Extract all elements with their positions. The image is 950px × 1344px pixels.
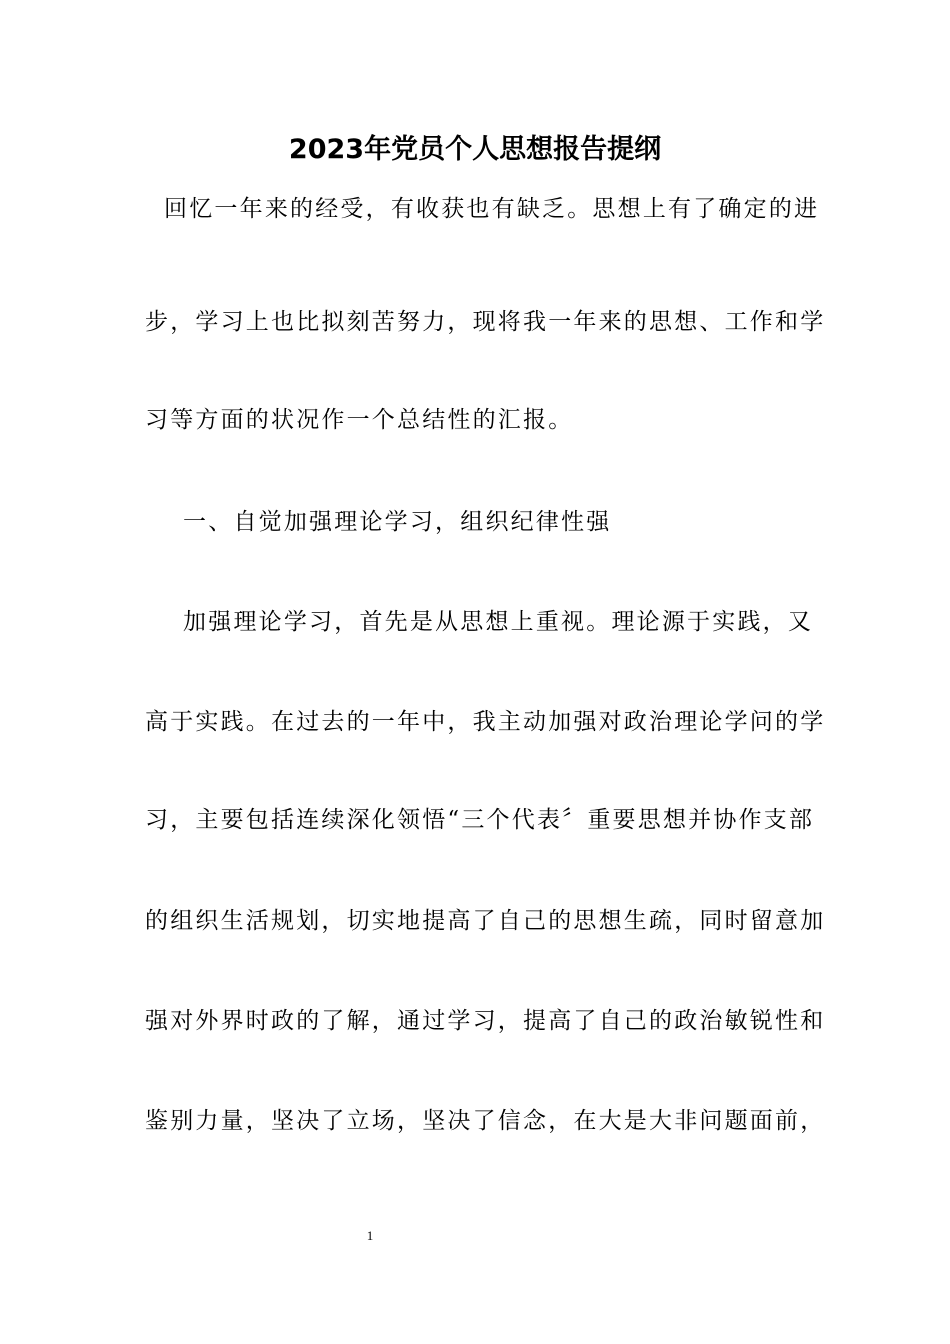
document-title: 2023年党员个人思想报告提纲 [288, 134, 662, 165]
body-line: 回忆一年来的经受，有收获也有缺乏。思想上有了确定的进 [145, 196, 820, 222]
body-line: 加强理论学习，首先是从思想上重视。理论源于实践，又 [145, 609, 814, 635]
page-number: 1 [366, 1228, 374, 1243]
body-line: 习，主要包括连续深化领悟“三个代表〞重要思想并协作支部 [145, 807, 815, 833]
body-line: 强对外界时政的了解，通过学习，提高了自己的政治敏锐性和 [145, 1008, 826, 1034]
body-line: 的组织生活规划，切实地提高了自己的思想生疏，同时留意加 [145, 908, 826, 934]
body-line: 习等方面的状况作一个总结性的汇报。 [145, 407, 574, 433]
body-line: 高于实践。在过去的一年中，我主动加强对政治理论学问的学 [145, 709, 826, 735]
body-line: 步，学习上也比拟刻苦努力，现将我一年来的思想、工作和学 [145, 309, 826, 335]
body-line: 鉴别力量，坚决了立场，坚决了信念，在大是大非问题面前， [145, 1108, 826, 1134]
section-heading: 一、自觉加强理论学习，组织纪律性强 [145, 509, 612, 535]
